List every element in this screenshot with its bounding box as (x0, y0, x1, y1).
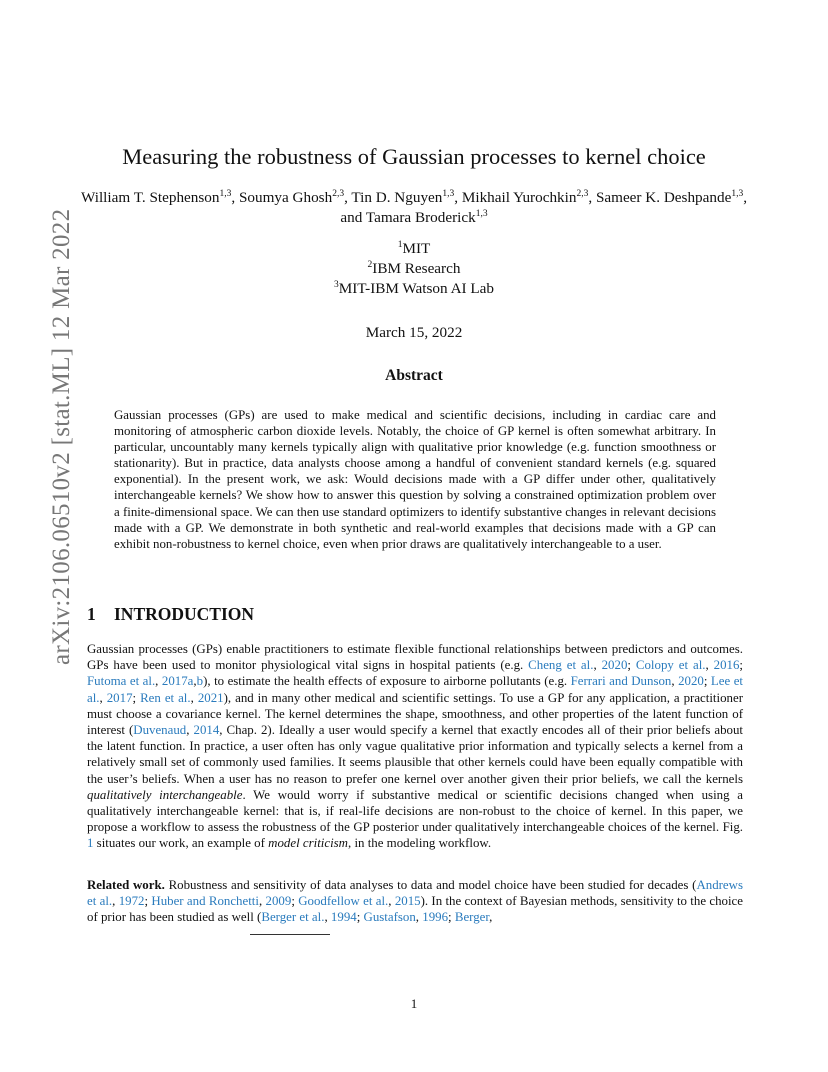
paper-date: March 15, 2022 (365, 324, 463, 341)
citation-link[interactable]: Ferrari and Dunson (570, 674, 672, 689)
body-text: ; (356, 910, 364, 925)
body-text: , (593, 658, 602, 673)
citation-link[interactable]: Futoma et al. (87, 674, 156, 689)
affiliation-name: MIT (402, 240, 431, 257)
affiliation-number: 2 (367, 260, 373, 270)
emphasized-text: qualitatively interchangeable (87, 787, 243, 802)
body-text: , (324, 910, 331, 925)
abstract-heading: Abstract (385, 367, 443, 384)
citation-link[interactable]: 1 (87, 836, 94, 851)
body-text: , (705, 658, 714, 673)
citation-link[interactable]: b (196, 674, 204, 689)
footnote-rule (250, 934, 330, 935)
author-affiliation-marker: 2,3 (576, 189, 589, 199)
paragraph-run-in-heading: Related work. (87, 878, 165, 892)
body-text: , (112, 894, 119, 909)
body-text: ; (448, 910, 455, 925)
citation-link[interactable]: 2020 (601, 658, 628, 673)
body-text: , (415, 910, 423, 925)
body-text: , (258, 894, 266, 909)
emphasized-text: model criticism (268, 836, 348, 851)
body-text: ), and in many other medical and scientific settings. To use a GP for any application, a practitioner must choose a covariance kernel. The kernel determines the shape, smoothness, and other properties of the latent function of interest ( (87, 690, 744, 738)
citation-link[interactable]: 2021 (197, 690, 224, 705)
author-name: Tin D. Nguyen (351, 189, 443, 206)
citation-link[interactable]: Lee et al. (87, 674, 743, 705)
citation-link[interactable]: 1994 (330, 910, 357, 925)
citation-link[interactable]: Berger (454, 910, 490, 925)
affiliation-number: 1 (397, 240, 403, 250)
body-text: Robustness and sensitivity of data analyses to data and model choice have been studied for decades ( (164, 878, 697, 892)
citation-link[interactable]: 1972 (118, 894, 145, 909)
body-text: , (671, 674, 679, 689)
citation-link[interactable]: Duvenaud (133, 723, 187, 738)
body-text: , (489, 910, 493, 925)
body-text: , (186, 723, 194, 738)
citation-link[interactable]: 2015 (394, 894, 421, 909)
body-text: , (190, 690, 198, 705)
citation-link[interactable]: 2017 (106, 690, 133, 705)
related-work-paragraph (87, 877, 743, 926)
affiliation (0, 279, 828, 299)
body-text: , (99, 690, 107, 705)
affiliation (0, 259, 828, 279)
section-number: 1 (87, 604, 96, 624)
affiliation-number: 3 (333, 280, 339, 290)
citation-link[interactable]: Berger et al. (261, 910, 325, 925)
body-text: ; (291, 894, 299, 909)
citation-link[interactable]: 2017a (161, 674, 194, 689)
citation-link[interactable]: Gustafson (363, 910, 416, 925)
body-text: , Chap. 2). Ideally a user would specify a kernel that exactly encodes all of their prior beliefs about the latent function. In practice, a user often has only vague qualitative prior information and typically selects a kernel from a relatively small set of commonly used families. It seems plausible that other kernels could have been equally compatible with the user’s beliefs. When a user has no reason to prefer one kernel over another given their prior beliefs, we call the kernels (87, 723, 743, 786)
citation-link[interactable]: Colopy et al. (635, 658, 706, 673)
affiliation-name: MIT-IBM Watson AI Lab (338, 280, 495, 297)
author-name: Tamara Broderick (365, 209, 476, 226)
citation-link[interactable]: 2016 (713, 658, 740, 673)
affiliation (0, 239, 828, 259)
body-text: ; (144, 894, 152, 909)
body-text: ), to estimate the health effects of exposure to airborne pollutants (e.g. (203, 674, 571, 689)
body-text: . We would worry if substantive medical or scientific decisions changed when using a qualitatively interchangeable kernel: that is, if real-life decisions are non-robust to the choice of kernel. In this paper, we propose a workflow to assess the robustness of the GP posterior under qualitatively interchangeable choices of the kernel. Fig. (87, 787, 743, 835)
author-affiliation-marker: 1,3 (219, 189, 232, 199)
citation-link[interactable]: Huber and Ronchetti (151, 894, 259, 909)
author-name: Soumya Ghosh (238, 189, 333, 206)
affiliation-name: IBM Research (372, 260, 461, 277)
paper-title: Measuring the robustness of Gaussian processes to kernel choice (122, 144, 706, 169)
citation-link[interactable]: 2014 (193, 723, 220, 738)
body-text: , in the modeling workflow. (348, 836, 492, 851)
citation-link[interactable]: Ren et al. (140, 690, 191, 705)
citation-link[interactable]: Andrews et al. (87, 878, 743, 909)
body-text: ; (703, 674, 711, 689)
citation-link[interactable]: Goodfellow et al. (298, 894, 389, 909)
page-number: 1 (410, 996, 418, 1011)
section-title: INTRODUCTION (114, 604, 255, 624)
author-list: William T. Stephenson$^{1,3}$, Soumya Ghosh$^{2,3}$, Tin D. Nguyen$^{1,3}$, Mikhail Yurochkin$^{2,3}$, Sameer K. Deshpande$^{1,3}$, and Tamara Broderick$^{1,3}$ (81, 189, 747, 226)
body-text: ; (739, 658, 744, 673)
author-affiliation-marker: 2,3 (332, 189, 345, 199)
author-name: Mikhail Yurochkin (461, 189, 577, 206)
citation-link[interactable]: 2009 (265, 894, 292, 909)
body-text: , (193, 674, 197, 689)
body-text: , (388, 894, 395, 909)
body-text: , (155, 674, 162, 689)
author-affiliation-marker: 1,3 (475, 209, 488, 219)
body-text: situates our work, an example of (93, 836, 269, 851)
citation-link[interactable]: Cheng et al. (528, 658, 594, 673)
body-text: ; (627, 658, 636, 673)
body-text: Gaussian processes (GPs) enable practitioners to estimate flexible functional relationships between predictors and outcomes. GPs have been used to monitor physiological vital signs in hospital patients (e.g. (87, 642, 743, 673)
citation-link[interactable]: 2020 (678, 674, 704, 689)
affiliation-list (0, 239, 828, 299)
author-name: William T. Stephenson (81, 189, 220, 206)
section-heading (87, 604, 254, 625)
arxiv-identifier: arXiv:2106.06510v2 [stat.ML] 12 Mar 2022 (48, 208, 75, 665)
intro-paragraph (87, 641, 743, 852)
author-affiliation-marker: 1,3 (731, 189, 744, 199)
citation-link[interactable]: 1996 (422, 910, 449, 925)
author-name: Sameer K. Deshpande (595, 189, 732, 206)
body-text: ). In the context of Bayesian methods, sensitivity to the choice of prior has been studied as well ( (87, 894, 743, 925)
author-affiliation-marker: 1,3 (442, 189, 455, 199)
abstract-text: Gaussian processes (GPs) are used to make medical and scientific decisions, including in cardiac care and monitoring of atmospheric carbon dioxide levels. Notably, the choice of GP kernel is often somewhat arbitrary. In particular, uncountably many kernels typically align with qualitative prior knowledge (e.g. function smoothness or stationarity). But in practice, data analysts choose among a handful of convenient standard kernels (e.g. squared exponential). In the present work, we ask: Would decisions made with a GP differ under other, qualitatively interchangeable kernels? We show how to answer this question by solving a constrained optimization problem over a finite-dimensional space. We can then use standard optimizers to identify substantive changes in relevant decisions made with a GP. We demonstrate in both synthetic and real-world examples that decisions made with a GP can exhibit non-robustness to kernel choice, even when prior draws are qualitatively interchangeable to a user. (114, 408, 716, 551)
body-text: ; (132, 690, 141, 705)
